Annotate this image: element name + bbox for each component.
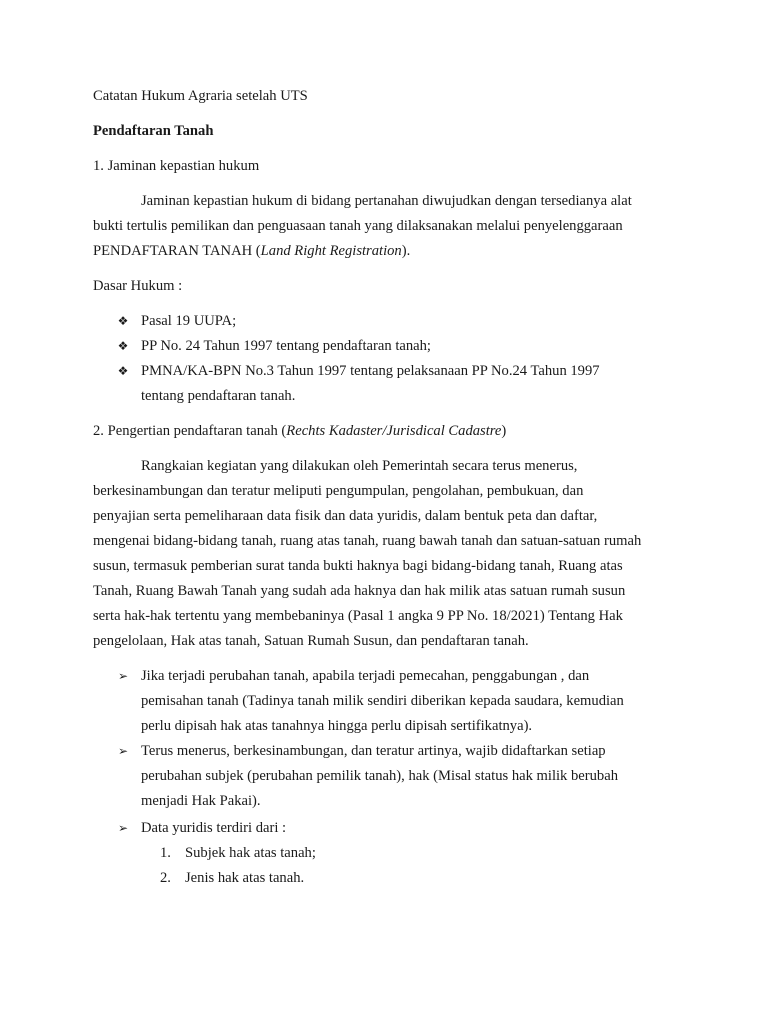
- section-heading: Pendaftaran Tanah: [93, 123, 214, 139]
- note-line: perubahan subjek (perubahan pemilik tanah), hak (Misal status hak milik berubah: [141, 768, 618, 784]
- paragraph-line: pengelolaan, Hak atas tanah, Satuan Rumah Susun, dan pendaftaran tanah.: [93, 633, 529, 649]
- paragraph-line: [93, 244, 410, 259]
- point2-heading: [93, 424, 506, 439]
- note-line: perlu dipisah hak atas tanahnya hingga perlu dipisah sertifikatnya).: [141, 718, 533, 734]
- legal-basis-item: PP No. 24 Tahun 1997 tentang pendaftaran tanah;: [141, 338, 431, 354]
- paragraph-line: serta hak-hak tertentu yang membebaninya (Pasal 1 angka 9 PP No. 18/2021) Tentang Hak: [93, 608, 623, 624]
- note-line: Data yuridis terdiri dari :: [141, 820, 287, 836]
- paragraph-line: Rangkaian kegiatan yang dilakukan oleh Pemerintah secara terus menerus,: [141, 458, 578, 474]
- note-line: pemisahan tanah (Tadinya tanah milik sendiri diberikan kepada saudara, kemudian: [141, 693, 624, 709]
- arrow-bullet-icon: ➢: [117, 821, 129, 835]
- paragraph-line: bukti tertulis pemilikan dan penguasaan tanah yang dilaksanakan melalui penyelenggaraan: [93, 218, 623, 234]
- heading-text: ): [501, 423, 507, 439]
- list-item-text: Jenis hak atas tanah.: [185, 870, 305, 886]
- list-item-number: 1.: [160, 845, 171, 861]
- diamond-bullet-icon: ❖: [117, 364, 129, 378]
- paragraph-line: Tanah, Ruang Bawah Tanah yang sudah ada haknya dan hak milik atas satuan rumah susun: [93, 583, 626, 599]
- legal-basis-item: Pasal 19 UUPA;: [141, 313, 237, 329]
- paragraph-text: PENDAFTARAN TANAH (: [93, 243, 261, 259]
- paragraph-line: susun, termasuk pemberian surat tanda bukti haknya bagi bidang-bidang tanah, Ruang atas: [93, 558, 623, 574]
- diamond-bullet-icon: ❖: [117, 314, 129, 328]
- list-item-number: 2.: [160, 870, 171, 886]
- note-line: Terus menerus, berkesinambungan, dan teratur artinya, wajib didaftarkan setiap: [141, 743, 606, 759]
- arrow-bullet-icon: ➢: [117, 744, 129, 758]
- italic-term: Rechts Kadaster/Jurisdical Cadastre: [286, 423, 502, 439]
- arrow-bullet-icon: ➢: [117, 669, 129, 683]
- heading-text: 2. Pengertian pendaftaran tanah (: [93, 423, 287, 439]
- point1-heading: 1. Jaminan kepastian hukum: [93, 158, 260, 174]
- paragraph-text: ).: [401, 243, 411, 259]
- paragraph-line: berkesinambungan dan teratur meliputi pengumpulan, pengolahan, pembukuan, dan: [93, 483, 584, 499]
- document-title: Catatan Hukum Agraria setelah UTS: [93, 88, 308, 104]
- italic-term: Land Right Registration: [260, 243, 402, 259]
- list-item-text: Subjek hak atas tanah;: [185, 845, 316, 861]
- legal-basis-item: PMNA/KA-BPN No.3 Tahun 1997 tentang pelaksanaan PP No.24 Tahun 1997: [141, 363, 600, 379]
- legal-basis-item-continuation: tentang pendaftaran tanah.: [141, 388, 296, 404]
- paragraph-line: penyajian serta pemeliharaan data fisik dan data yuridis, dalam bentuk peta dan daftar,: [93, 508, 598, 524]
- note-line: menjadi Hak Pakai).: [141, 793, 261, 809]
- note-line: Jika terjadi perubahan tanah, apabila terjadi pemecahan, penggabungan , dan: [141, 668, 590, 684]
- legal-basis-label: Dasar Hukum :: [93, 278, 183, 294]
- paragraph-line: Jaminan kepastian hukum di bidang pertanahan diwujudkan dengan tersedianya alat: [141, 193, 632, 209]
- paragraph-line: mengenai bidang-bidang tanah, ruang atas tanah, ruang bawah tanah dan satuan-satuan rumah: [93, 533, 642, 549]
- diamond-bullet-icon: ❖: [117, 339, 129, 353]
